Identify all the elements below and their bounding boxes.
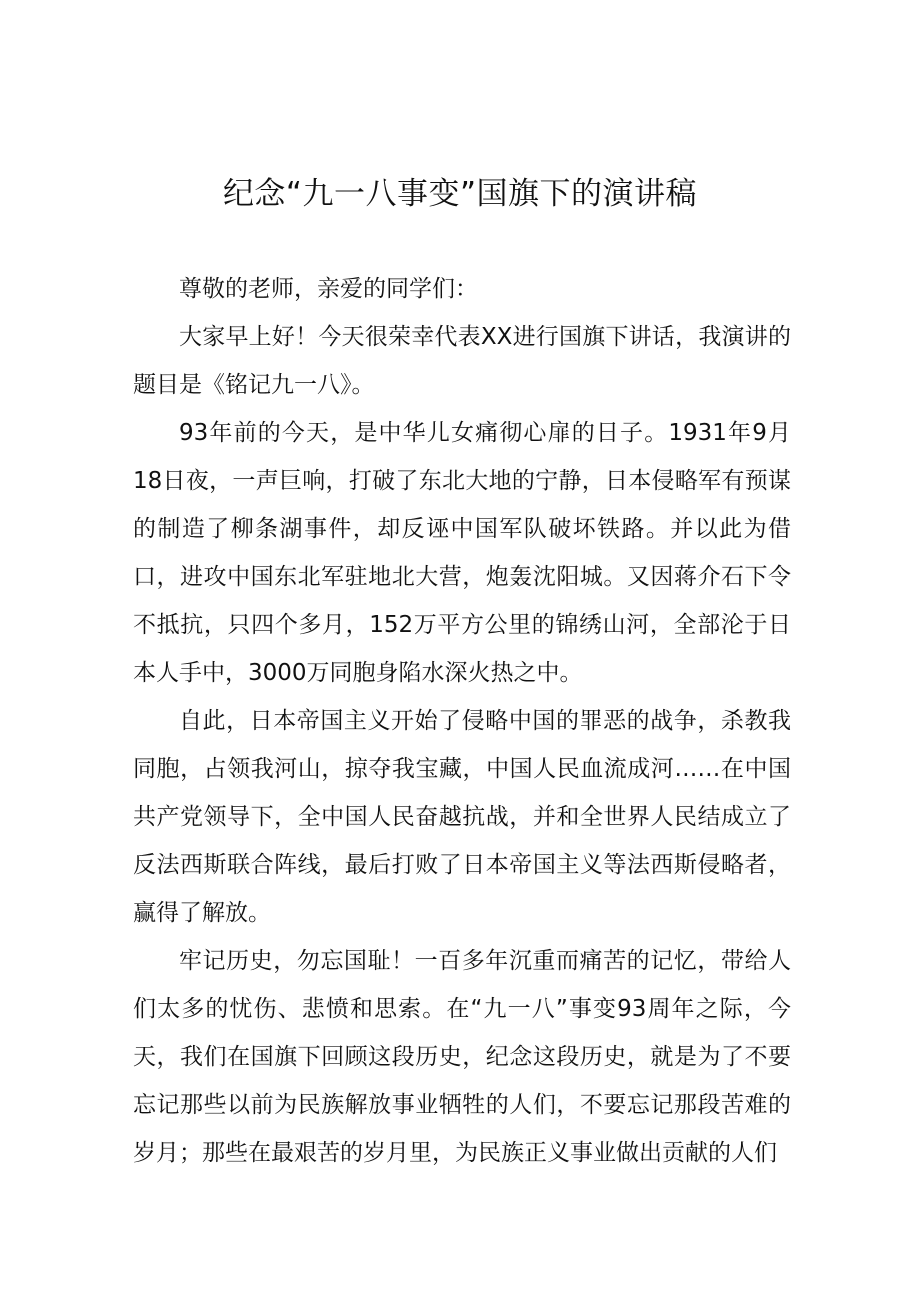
body-paragraph: 牢记历史，勿忘国耻！一百多年沉重而痛苦的记忆，带给人们太多的忧伤、悲愤和思索。在“九一八”事变93周年之际，今天，我们在国旗下回顾这段历史，纪念这段历史，就是为了不要忘记那些以前为民族解放事业牺牲的人们，不要忘记那段苦难的岁月；那些在最艰苦的岁月里，为民族正义事业做出贡献的人们 (133, 948, 791, 1166)
body-paragraph: 自此，日本帝国主义开始了侵略中国的罪恶的战争，杀教我同胞，占领我河山，掠夺我宝藏，中国人民血流成河……在中国共产党领导下，全中国人民奋越抗战，并和全世界人民结成立了反法西斯联合阵线，最后打败了日本帝国主义等法西斯侵略者，赢得了解放。 (133, 708, 791, 926)
body-paragraph: 93年前的今天，是中华儿女痛彻心扉的日子。1931年9月18日夜，一声巨响，打破了东北大地的宁静，日本侵略军有预谋的制造了柳条湖事件，却反诬中国军队破坏铁路。并以此为借口，进攻中国东北军驻地北大营，炮轰沈阳城。又因蒋介石下令不抵抗，只四个多月，152万平方公里的锦绣山河，全部沦于日本人手中，3000万同胞身陷水深火热之中。 (133, 420, 791, 686)
document-title: 纪念“九一八事变”国旗下的演讲稿 (222, 176, 698, 212)
greeting-paragraph: 尊敬的老师，亲爱的同学们： (179, 276, 478, 302)
document-body (133, 265, 791, 1177)
body-paragraph: 大家早上好！今天很荣幸代表XX进行国旗下讲话，我演讲的题目是《铭记九一八》。 (133, 324, 791, 398)
